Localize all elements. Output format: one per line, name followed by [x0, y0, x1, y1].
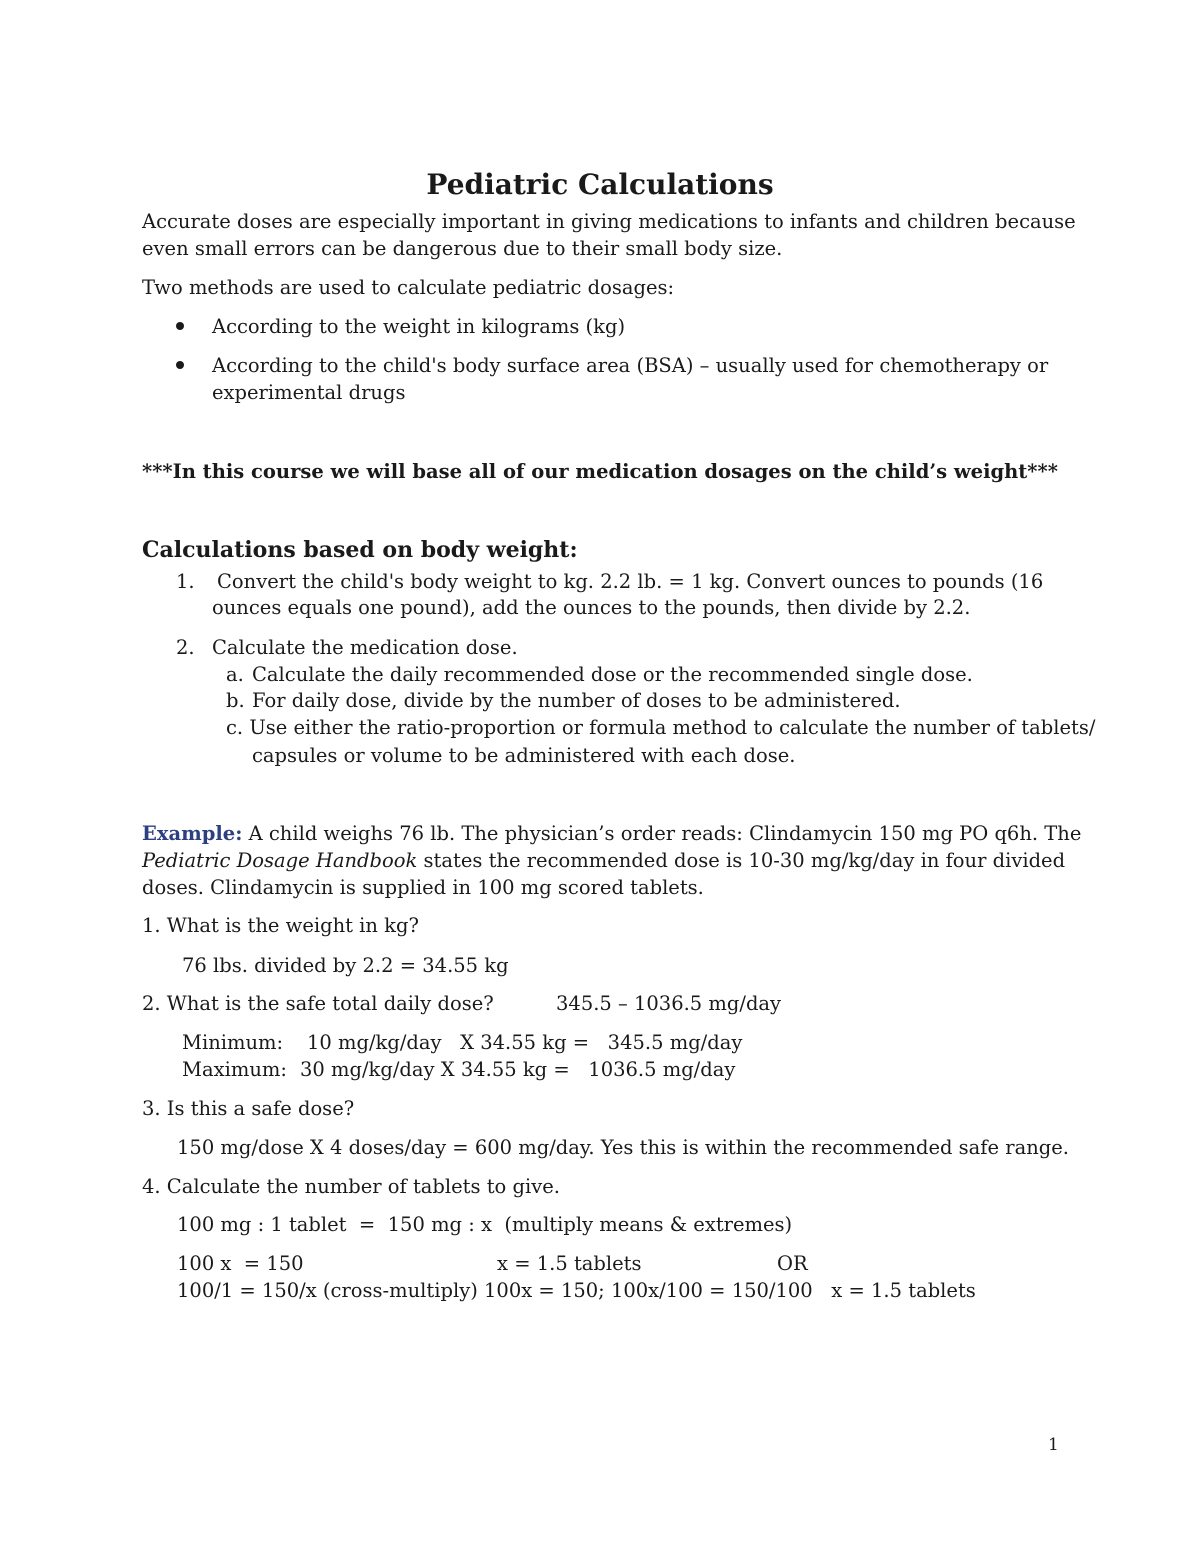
section-heading: Calculations based on body weight:	[142, 537, 578, 563]
minimum-label: Minimum:	[182, 1031, 284, 1054]
answer-4-or: OR	[777, 1252, 808, 1275]
step-1-line-2: ounces equals one pound), add the ounces to the pounds, then divide by 2.2.	[212, 596, 971, 619]
minimum-calc: 10 mg/kg/day X 34.55 kg = 345.5 mg/day	[307, 1031, 743, 1054]
method-bsa-line-1: According to the child's body surface area (BSA) – usually used for chemotherapy or	[212, 354, 1049, 377]
intro-line-2: even small errors can be dangerous due to their small body size.	[142, 237, 783, 260]
answer-4-line-3: 100/1 = 150/x (cross-multiply) 100x = 150; 100x/100 = 150/100 x = 1.5 tablets	[177, 1279, 976, 1302]
answer-3: 150 mg/dose X 4 doses/day = 600 mg/day. Yes this is within the recommended safe range.	[177, 1136, 1069, 1159]
method-bsa-line-2: experimental drugs	[212, 381, 406, 404]
bullet-icon	[176, 361, 184, 369]
answer-2: 345.5 – 1036.5 mg/day	[556, 992, 782, 1015]
step-1-number: 1.	[176, 570, 195, 593]
page-number: 1	[1048, 1435, 1059, 1455]
course-note: ***In this course we will base all of our medication dosages on the child’s weight***	[142, 460, 1058, 483]
bullet-icon	[176, 322, 184, 330]
sub-b-text: For daily dose, divide by the number of doses to be administered.	[252, 689, 901, 712]
step-1-line-1: Convert the child's body weight to kg. 2.2 lb. = 1 kg. Convert ounces to pounds (16	[217, 570, 1044, 593]
example-line-2-text: states the recommended dose is 10-30 mg/kg/day in four divided	[417, 849, 1066, 872]
example-line-2	[142, 849, 1065, 872]
step-2-text: Calculate the medication dose.	[212, 636, 518, 659]
maximum-calc: 30 mg/kg/day X 34.55 kg = 1036.5 mg/day	[300, 1058, 736, 1081]
example-line-1	[142, 822, 1081, 845]
question-3: 3. Is this a safe dose?	[142, 1097, 355, 1120]
handbook-title: Pediatric Dosage Handbook	[142, 849, 418, 872]
sub-c-line-1: c. Use either the ratio-proportion or formula method to calculate the number of tablets/	[226, 716, 1096, 739]
method-weight: According to the weight in kilograms (kg)	[212, 315, 626, 338]
sub-c-line-2: capsules or volume to be administered with each dose.	[252, 744, 796, 767]
methods-lead: Two methods are used to calculate pediatric dosages:	[142, 276, 675, 299]
answer-4-result: x = 1.5 tablets	[497, 1252, 642, 1275]
example-line-1-text: A child weighs 76 lb. The physician’s order reads: Clindamycin 150 mg PO q6h. The	[242, 822, 1082, 845]
question-2: 2. What is the safe total daily dose?	[142, 992, 494, 1015]
example-label: Example:	[142, 822, 243, 845]
answer-4-equation: 100 x = 150	[177, 1252, 304, 1275]
sub-b-label: b.	[226, 689, 245, 712]
page-title: Pediatric Calculations	[426, 168, 774, 201]
maximum-label: Maximum:	[182, 1058, 287, 1081]
intro-line-1: Accurate doses are especially important in giving medications to infants and children because	[142, 210, 1076, 233]
answer-4-line-1: 100 mg : 1 tablet = 150 mg : x (multiply means & extremes)	[177, 1213, 793, 1236]
step-2-number: 2.	[176, 636, 195, 659]
example-line-3: doses. Clindamycin is supplied in 100 mg scored tablets.	[142, 876, 704, 899]
question-4: 4. Calculate the number of tablets to give.	[142, 1175, 560, 1198]
question-1: 1. What is the weight in kg?	[142, 914, 419, 937]
sub-a-label: a.	[226, 663, 244, 686]
answer-1: 76 lbs. divided by 2.2 = 34.55 kg	[182, 954, 509, 977]
sub-a-text: Calculate the daily recommended dose or the recommended single dose.	[252, 663, 973, 686]
